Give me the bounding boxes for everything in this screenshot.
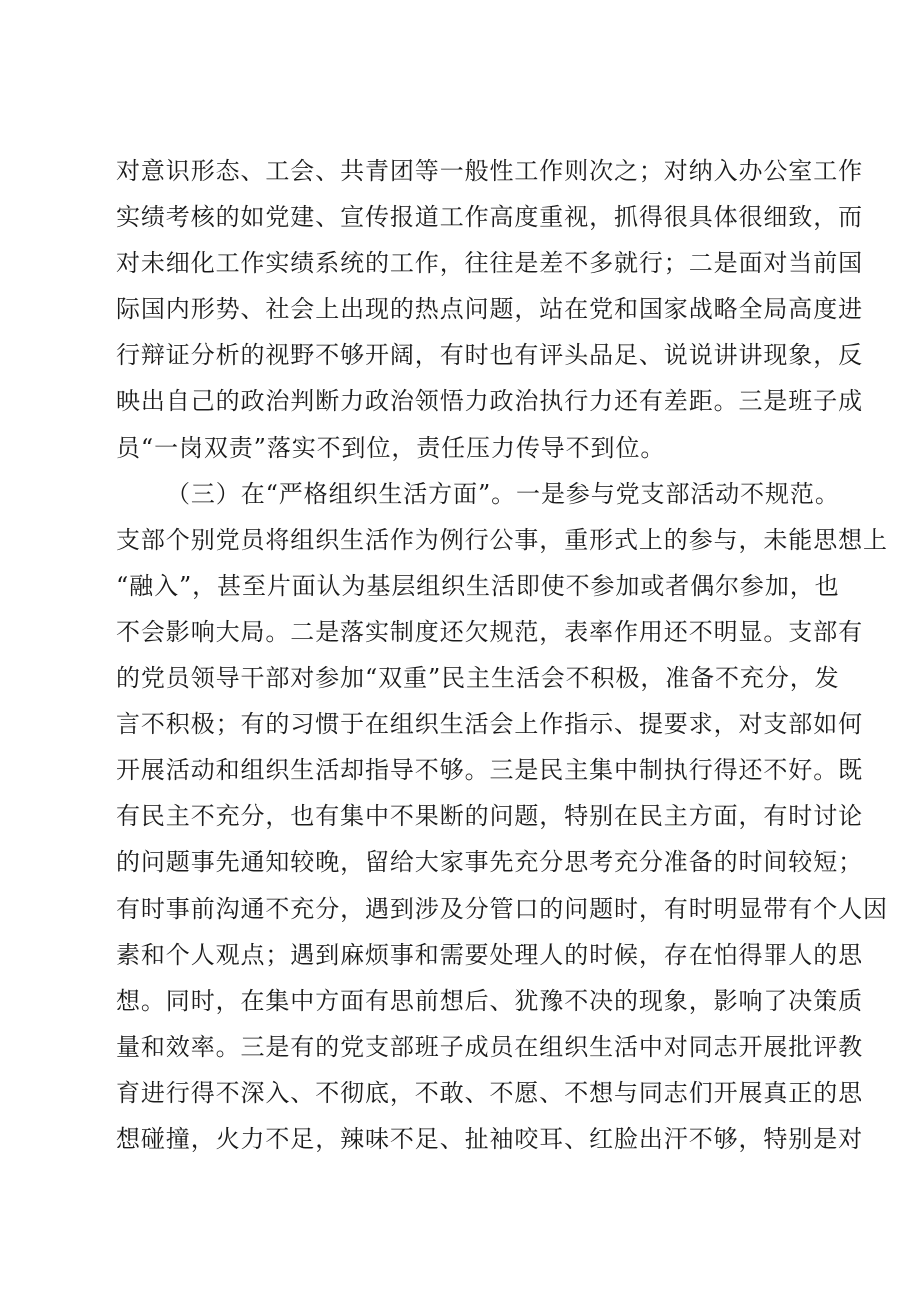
text-line: 不会影响大局。二是落实制度还欠规范，表率作用还不明显。支部有 bbox=[116, 617, 863, 646]
section-heading-line: （三）在“严格组织生活方面”。一是参与党支部活动不规范。 bbox=[166, 479, 840, 508]
text-line: 有时事前沟通不充分，遇到涉及分管口的问题时，有时明显带有个人因 bbox=[116, 894, 888, 923]
text-line: 想碰撞，火力不足，辣味不足、扯袖咬耳、红脸出汗不够，特别是对 bbox=[116, 1124, 863, 1153]
text-line: 开展活动和组织生活却指导不够。三是民主集中制执行得还不好。既 bbox=[116, 756, 863, 785]
text-line: 言不积极；有的习惯于在组织生活会上作指示、提要求，对支部如何 bbox=[116, 710, 863, 739]
text-line: 映出自己的政治判断力政治领悟力政治执行力还有差距。三是班子成 bbox=[116, 387, 863, 416]
body-text bbox=[116, 148, 888, 1162]
text-line: 际国内形势、社会上出现的热点问题，站在党和国家战略全局高度进 bbox=[116, 295, 863, 324]
text-line: 育进行得不深入、不彻底，不敢、不愿、不想与同志们开展真正的思 bbox=[116, 1078, 863, 1107]
text-line: “融入”，甚至片面认为基层组织生活即使不参加或者偶尔参加，也 bbox=[116, 571, 840, 600]
text-line: 素和个人观点；遇到麻烦事和需要处理人的时候，存在怕得罪人的思 bbox=[116, 940, 863, 969]
text-line: 量和效率。三是有的党支部班子成员在组织生活中对同志开展批评教 bbox=[116, 1032, 863, 1061]
text-line: 员“一岗双责”落实不到位，责任压力传导不到位。 bbox=[116, 433, 666, 462]
text-line: 实绩考核的如党建、宣传报道工作高度重视，抓得很具体很细致，而 bbox=[116, 203, 863, 232]
text-line: 支部个别党员将组织生活作为例行公事，重形式上的参与，未能思想上 bbox=[116, 525, 888, 554]
text-line: 对意识形态、工会、共青团等一般性工作则次之；对纳入办公室工作 bbox=[116, 157, 863, 185]
text-line: 行辩证分析的视野不够开阔，有时也有评头品足、说说讲讲现象，反 bbox=[116, 341, 863, 370]
text-line: 有民主不充分，也有集中不果断的问题，特别在民主方面，有时讨论 bbox=[116, 802, 863, 831]
text-line: 想。同时，在集中方面有思前想后、犹豫不决的现象，影响了决策质 bbox=[116, 986, 863, 1015]
text-line: 的问题事先通知较晚，留给大家事先充分思考充分准备的时间较短； bbox=[116, 848, 863, 877]
text-line: 的党员领导干部对参加“双重”民主生活会不积极，准备不充分，发 bbox=[116, 664, 840, 693]
text-line: 对未细化工作实绩系统的工作，往往是差不多就行；二是面对当前国 bbox=[116, 249, 863, 278]
